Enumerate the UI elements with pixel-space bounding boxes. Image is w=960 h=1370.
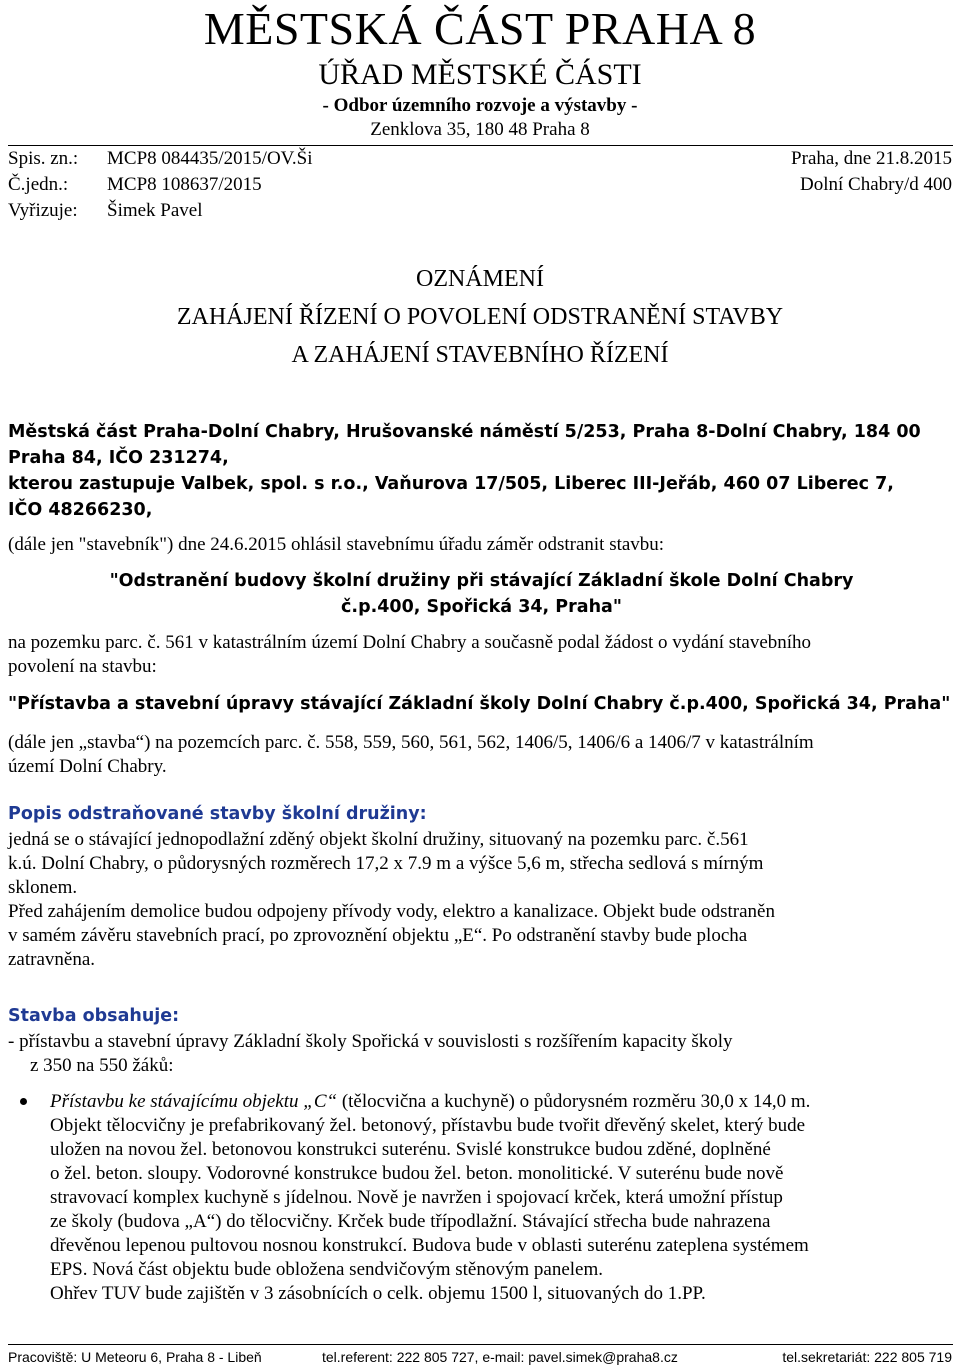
spis-value: MCP8 084435/2015/OV.Ši bbox=[107, 148, 313, 169]
footer-secretariat-contact: tel.sekretariát: 222 805 719 bbox=[782, 1349, 952, 1365]
parcel-paragraph-2: povolení na stavbu: bbox=[8, 656, 157, 677]
notice-subtitle-2: A ZAHÁJENÍ STAVEBNÍHO ŘÍZENÍ bbox=[291, 342, 669, 368]
bullet-line-4: o žel. beton. sloupy. Vodorovné konstrukce budou žel. beton. monolitické. V suterénu bude nově bbox=[50, 1163, 784, 1184]
parcels-list-1: (dále jen „stavba“) na pozemcích parc. č. 558, 559, 560, 561, 562, 1406/5, 1406/6 a 1406/7 v katastrálním bbox=[8, 732, 814, 753]
removal-description-1: jedná se o stávající jednopodlažní zděný objekt školní družiny, situovaný na pozemku parc. č.561 bbox=[8, 829, 749, 850]
bullet-line-9: Ohřev TUV bude zajištěn v 3 zásobnících o celk. objemu 1500 l, situovaných do 1.PP. bbox=[50, 1283, 706, 1304]
jedn-label: Č.jedn.: bbox=[8, 174, 69, 195]
footer-referent-contact: tel.referent: 222 805 727, e-mail: pavel.simek@praha8.cz bbox=[322, 1349, 678, 1365]
contents-line-1: - přístavbu a stavební úpravy Základní školy Spořická v souvislosti s rozšířením kapacity školy bbox=[8, 1031, 733, 1052]
vyrizuje-label: Vyřizuje: bbox=[8, 200, 78, 221]
bullet-line-1 bbox=[50, 1090, 955, 1114]
notice-subtitle-1: ZAHÁJENÍ ŘÍZENÍ O POVOLENÍ ODSTRANĚNÍ STAVBY bbox=[176, 304, 784, 330]
notice-title: OZNÁMENÍ bbox=[416, 266, 544, 292]
parcel-paragraph-1: na pozemku parc. č. 561 v katastrálním území Dolní Chabry a současně podal žádost o vydání stavebního bbox=[8, 632, 812, 653]
bullet-line-5: stravovací komplex kuchyně s jídelnou. Nově je navržen i spojovací krček, která umožní přístup bbox=[50, 1187, 783, 1208]
announcement-paragraph: (dále jen "stavebník") dne 24.6.2015 ohlásil stavebnímu úřadu záměr odstranit stavbu: bbox=[8, 534, 665, 555]
removal-project-title-1: "Odstranění budovy školní družiny při stávající Základní škole Dolní Chabry bbox=[109, 571, 854, 591]
reference-number: Dolní Chabry/d 400 bbox=[800, 174, 952, 195]
applicant-line-4: IČO 48266230, bbox=[8, 500, 153, 520]
bullet-line-3: uložen na novou žel. betonovou konstrukci suterénu. Svislé konstrukce budou zděné, doplněné bbox=[50, 1139, 771, 1160]
office-address: Zenklova 35, 180 48 Praha 8 bbox=[370, 119, 590, 140]
footer-workplace: Pracoviště: U Meteoru 6, Praha 8 - Libeň bbox=[8, 1349, 262, 1365]
removal-description-3: sklonem. bbox=[8, 877, 78, 898]
vyrizuje-value: Šimek Pavel bbox=[107, 200, 203, 221]
header-divider bbox=[8, 145, 953, 146]
bullet-rest-text: (tělocvična a kuchyně) o půdorysném rozměru 30,0 x 14,0 m. bbox=[337, 1091, 811, 1112]
bullet-line-8: EPS. Nová část objektu bude obložena sendvičovým stěnovým panelem. bbox=[50, 1259, 603, 1280]
contents-line-2: z 350 na 550 žáků: bbox=[30, 1055, 174, 1076]
bullet-line-2: Objekt tělocvičny je prefabrikovaný žel. betonový, přístavbu bude tvořit dřevěný skelet, který bude bbox=[50, 1115, 806, 1136]
spis-label: Spis. zn.: bbox=[8, 148, 79, 169]
removal-description-6: zatravněna. bbox=[8, 949, 96, 970]
removal-description-heading: Popis odstraňované stavby školní družiny: bbox=[8, 804, 427, 824]
bullet-icon bbox=[20, 1098, 27, 1105]
applicant-line-2: Praha 84, IČO 231274, bbox=[8, 448, 229, 468]
department-name: - Odbor územního rozvoje a výstavby - bbox=[322, 95, 638, 116]
removal-description-4: Před zahájením demolice budou odpojeny přívody vody, elektro a kanalizace. Objekt bude odstraněn bbox=[8, 901, 775, 922]
removal-project-title-2: č.p.400, Spořická 34, Praha" bbox=[341, 597, 622, 617]
jedn-value: MCP8 108637/2015 bbox=[107, 174, 262, 195]
applicant-line-3: kterou zastupuje Valbek, spol. s r.o., Vaňurova 17/505, Liberec III-Jeřáb, 460 07 Liberec 7, bbox=[8, 474, 894, 494]
removal-description-2: k.ú. Dolní Chabry, o půdorysných rozměrech 17,2 x 7.9 m a výšce 5,6 m, střecha sedlová s mírným bbox=[8, 853, 764, 874]
office-subtitle: ÚŘAD MĚSTSKÉ ČÁSTI bbox=[318, 58, 642, 91]
bullet-line-7: dřevěnou lepenou pultovou nosnou konstrukcí. Budova bude v oblasti suterénu zateplena systémem bbox=[50, 1235, 809, 1256]
footer-divider bbox=[8, 1344, 953, 1345]
bullet-italic-text: Přístavbu ke stávajícímu objektu „C“ bbox=[50, 1091, 338, 1112]
removal-description-5: v samém závěru stavebních prací, po zprovoznění objektu „E“. Po odstranění stavby bude plocha bbox=[8, 925, 748, 946]
applicant-line-1: Městská část Praha-Dolní Chabry, Hrušovanské náměstí 5/253, Praha 8-Dolní Chabry, 184 00 bbox=[8, 422, 921, 442]
parcels-list-2: území Dolní Chabry. bbox=[8, 756, 167, 777]
document-date: Praha, dne 21.8.2015 bbox=[791, 148, 952, 169]
contents-heading: Stavba obsahuje: bbox=[8, 1006, 180, 1026]
construction-project-title: "Přístavba a stavební úpravy stávající Základní školy Dolní Chabry č.p.400, Spořická 34, Praha" bbox=[8, 694, 951, 714]
bullet-line-6: ze školy (budova „A“) do tělocvičny. Krček bude třípodlažní. Stávající střecha bude nahrazena bbox=[50, 1211, 771, 1232]
office-title: MĚSTSKÁ ČÁST PRAHA 8 bbox=[203, 3, 757, 54]
